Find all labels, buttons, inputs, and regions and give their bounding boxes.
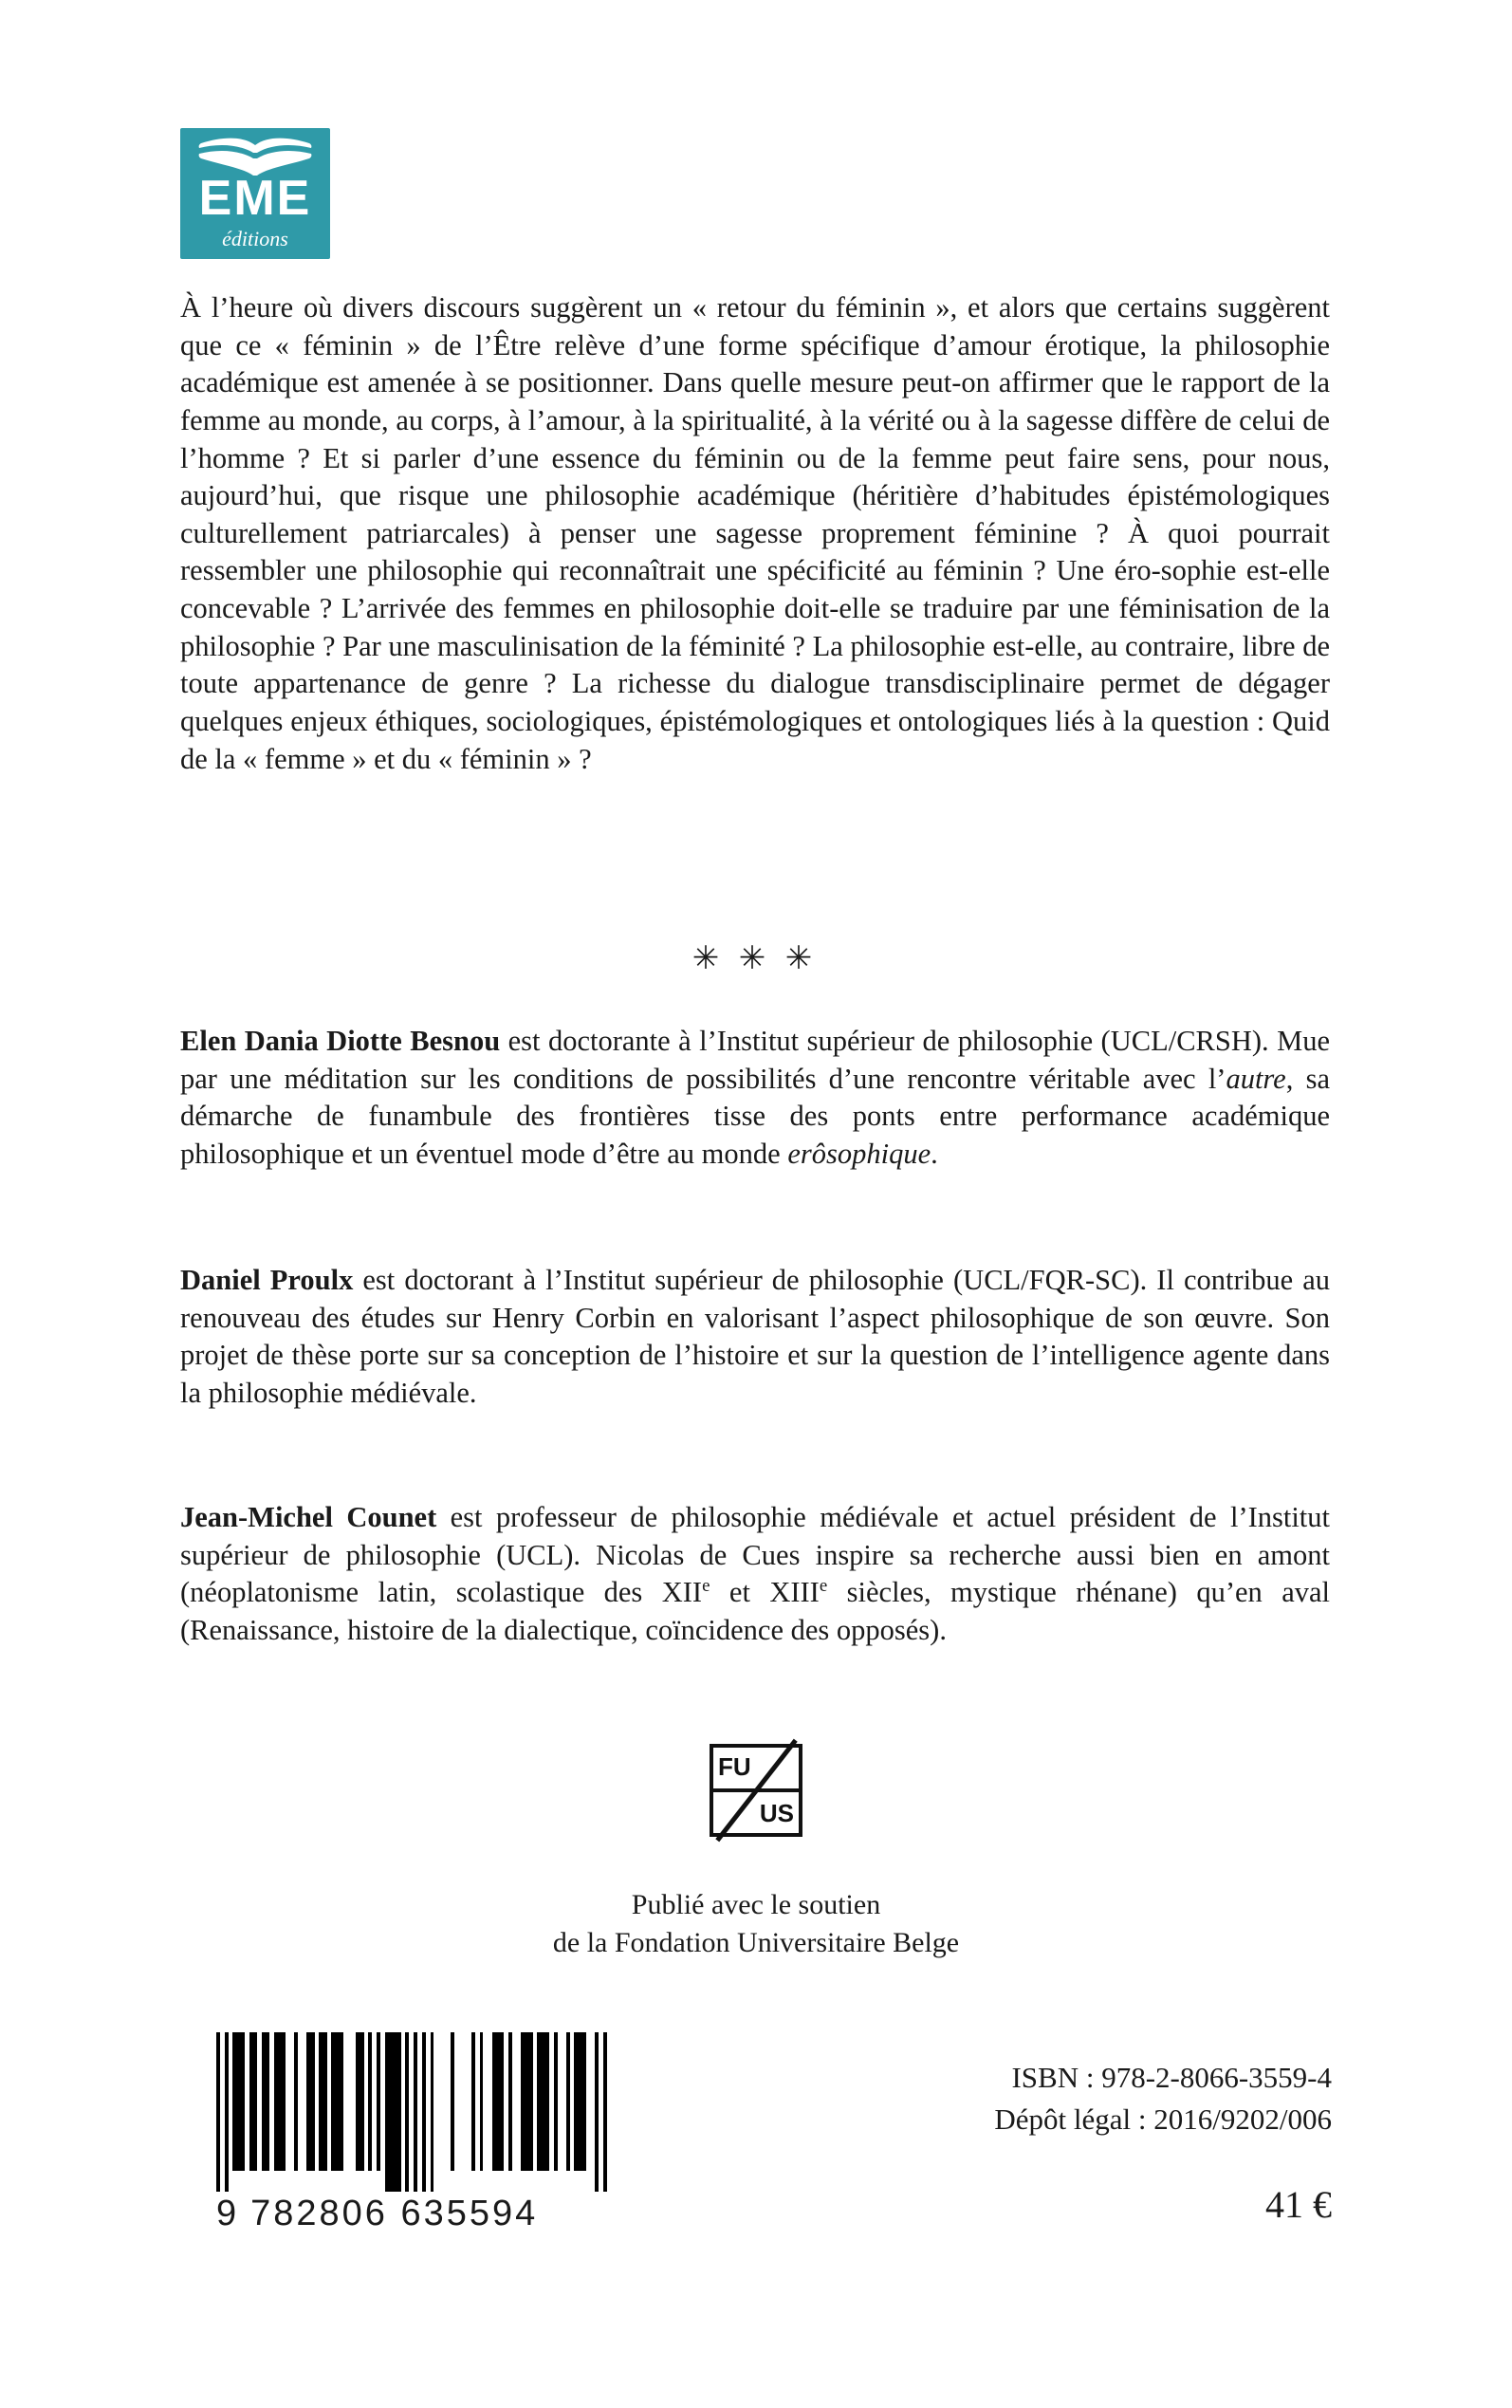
foundation-logo-text-top: FU bbox=[718, 1752, 751, 1781]
author-bio-3-part1: est professeur de philosophie médiévale et actuel président de l’Institut supérieur de philosophie (UCL). Nicolas de Cues inspire sa recherche aussi bien en amont (néoplatonisme latin, scolastique des XII bbox=[180, 1501, 1331, 1609]
barcode bbox=[216, 2032, 615, 2234]
publisher-logo bbox=[180, 128, 332, 261]
author-bio-3 bbox=[180, 1499, 1330, 1650]
foundation-support-line1: Publié avec le soutien bbox=[631, 1889, 881, 1920]
foundation-support-line2: de la Fondation Universitaire Belge bbox=[552, 1926, 960, 1958]
barcode-digits bbox=[216, 2194, 615, 2234]
author-bio-1-part3: . bbox=[931, 1137, 938, 1170]
foundation-logo-text-bottom: US bbox=[759, 1799, 794, 1827]
author-bio-1-part1: est doctorante à l’Institut supérieur de philosophie (UCL/CRSH). Mue par une méditation sur les conditions de possibilités d’une rencontre véritable avec l’ bbox=[180, 1025, 1331, 1095]
publisher-name: EME bbox=[198, 171, 312, 226]
author-bio-2 bbox=[180, 1262, 1330, 1413]
author-bio-1-part2: , sa démarche de funambule des frontières tisse des ponts entre performance académique philosophique et un éventuel mode d’être au monde bbox=[180, 1062, 1330, 1170]
author-bio-1-italic1: autre bbox=[1226, 1062, 1286, 1095]
section-separator: ✳ ✳ ✳ bbox=[691, 941, 819, 976]
author-bio-2-part1: est doctorant à l’Institut supérieur de philosophie (UCL/FQR-SC). Il contribue au renouveau des études sur Henry Corbin en valorisant l’aspect philosophique de son œuvre. Son projet de thèse porte sur sa conception de l’histoire et sur la question de l’intelligence agente dans la philosophie médiévale. bbox=[180, 1264, 1330, 1409]
author-bio-3-part3: siècles, mystique rhénane) qu’en aval (Renaissance, histoire de la dialectique, coïncidence des opposés). bbox=[180, 1576, 1331, 1646]
author-name-1: Elen Dania Diotte Besnou bbox=[180, 1025, 501, 1057]
legal-block bbox=[994, 2057, 1332, 2140]
author-bio-3-sup2: e bbox=[819, 1576, 828, 1597]
foundation-logo-wrapper bbox=[0, 1744, 1512, 1842]
author-bio-3-part2: et XIII bbox=[710, 1576, 820, 1609]
price-label: 41 € bbox=[1265, 2183, 1332, 2226]
barcode-bars bbox=[216, 2032, 607, 2192]
author-name-2: Daniel Proulx bbox=[180, 1264, 354, 1296]
foundation-support-note bbox=[0, 1886, 1512, 1961]
publisher-logo-box bbox=[180, 128, 330, 259]
blurb-text: À l’heure où divers discours suggèrent un « retour du féminin », et alors que certains suggèrent que ce « féminin » de l’Être relève d’une forme spécifique d’amour érotique, la philosophie académique est amenée à se positionner. Dans quelle mesure peut-on affirmer que le rapport de la femme au monde, au corps, à l’amour, à la spiritualité, à la vérité ou à la sagesse diffère de celui de l’homme ? Et si parler d’une essence du féminin ou de la femme peut faire sens, pour nous, aujourd’hui, que risque une philosophie académique (héritière d’habitudes épistémologiques culturellement patriarcales) à penser une sagesse proprement féminine ? À quoi pourrait ressembler une philosophie qui reconnaîtrait une spécificité au féminin ? Une éro-sophie est-elle concevable ? L’arrivée des femmes en philosophie doit-elle se traduire par une féminisation de la philosophie ? Par une masculinisation de la féminité ? La philosophie est-elle, au contraire, libre de toute appartenance de genre ? La richesse du dialogue transdisciplinaire permet de dégager quelques enjeux éthiques, sociologiques, épistémologiques et ontologiques liés à la question : Quid de la « femme » et du « féminin » ? bbox=[180, 291, 1330, 775]
foundation-logo-icon bbox=[710, 1744, 802, 1837]
author-bio-1 bbox=[180, 1023, 1330, 1174]
barcode-number: 782806 635594 bbox=[250, 2194, 539, 2233]
legal-deposit-line: Dépôt légal : 2016/9202/006 bbox=[994, 2102, 1332, 2137]
barcode-lead-digit: 9 bbox=[216, 2194, 240, 2233]
publisher-tagline: éditions bbox=[222, 227, 288, 250]
isbn-line: ISBN : 978-2-8066-3559-4 bbox=[1011, 2061, 1332, 2094]
author-bio-1-italic2: erôsophique bbox=[787, 1137, 931, 1170]
author-bio-3-sup1: e bbox=[702, 1576, 710, 1597]
author-name-3: Jean-Michel Counet bbox=[180, 1501, 437, 1533]
